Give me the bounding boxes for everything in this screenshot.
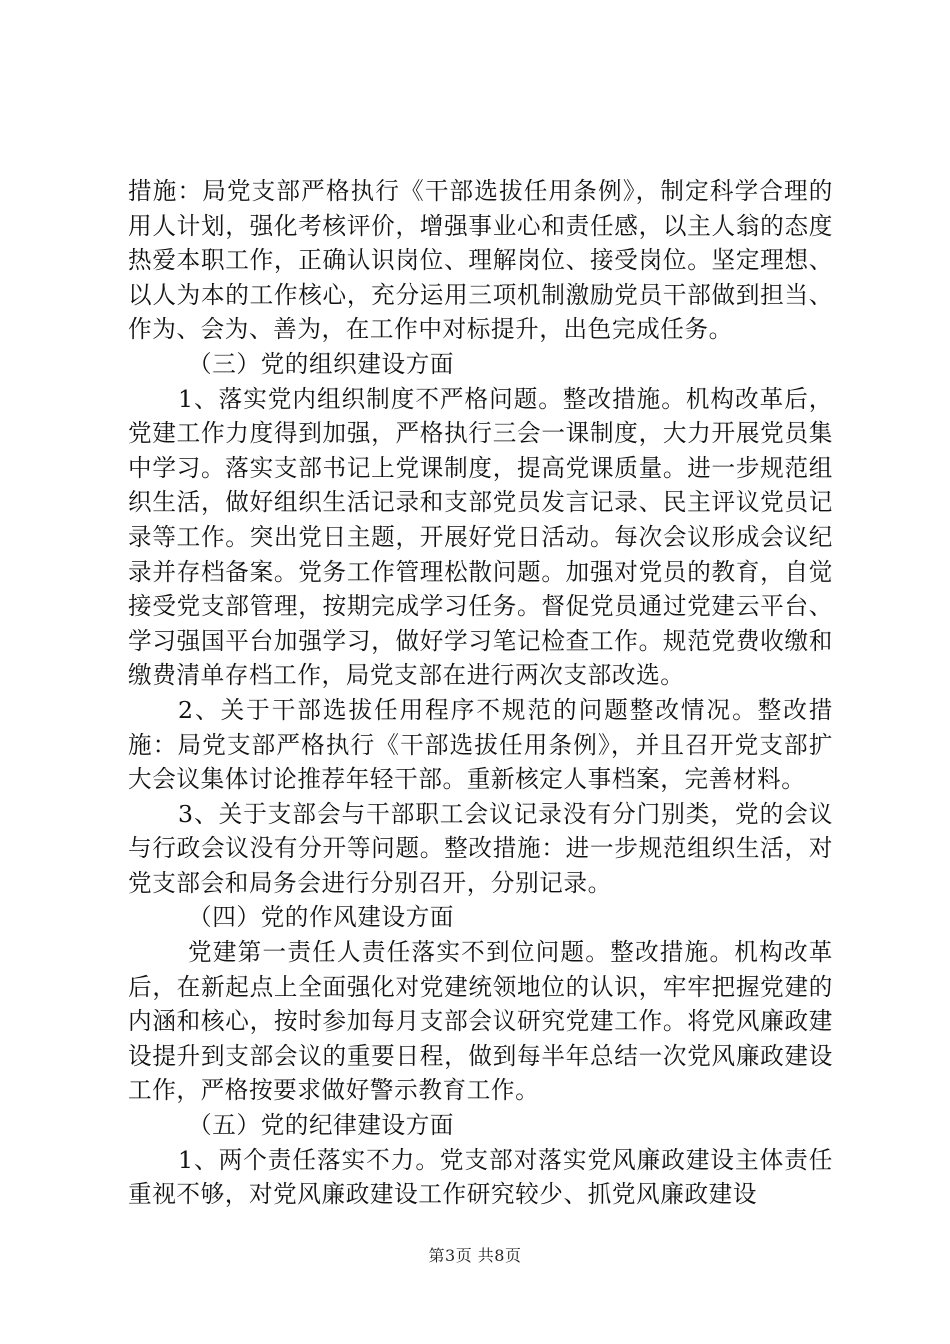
section-heading-style: （四）党的作风建设方面 xyxy=(188,903,455,932)
section-heading-organization: （三）党的组织建设方面 xyxy=(188,349,455,378)
section-heading-discipline: （五）党的纪律建设方面 xyxy=(188,1111,455,1140)
paragraph-item-2: 2、关于干部选拔任用程序不规范的问题整改情况。整改措施：局党支部严格执行《干部选拔任用条例》，并且召开党支部扩大会议集体讨论推荐年轻干部。重新核定人事档案，完善材料。 xyxy=(128,695,833,794)
page-number-footer: 第3页 共8页 xyxy=(428,1246,522,1265)
paragraph-style-responsibility: 党建第一责任人责任落实不到位问题。整改措施。机构改革后，在新起点上全面强化对党建统领地位的认识，牢牢把握党建的内涵和核心，按时参加每月支部会议研究党建工作。将党风廉政建设提升到支部会议的重要日程，做到每半年总结一次党风廉政建设工作，严格按要求做好警示教育工作。 xyxy=(128,938,833,1105)
paragraph-item-3: 3、关于支部会与干部职工会议记录没有分门别类，党的会议与行政会议没有分开等问题。整改措施：进一步规范组织生活，对党支部会和局务会进行分别召开，分别记录。 xyxy=(128,799,833,897)
paragraph-measures-continued: 措施：局党支部严格执行《干部选拔任用条例》，制定科学合理的用人计划，强化考核评价，增强事业心和责任感，以主人翁的态度热爱本职工作，正确认识岗位、理解岗位、接受岗位。坚定理想、以人为本的工作核心，充分运用三项机制激励党员干部做到担当、作为、会为、善为，在工作中对标提升，出色完成任务。 xyxy=(128,177,833,344)
document-body xyxy=(128,174,833,1212)
paragraph-item-1: 1、落实党内组织制度不严格问题。整改措施。机构改革后，党建工作力度得到加强，严格执行三会一课制度，大力开展党员集中学习。落实支部书记上党课制度，提高党课质量。进一步规范组织生活，做好组织生活记录和支部党员发言记录、民主评议党员记录等工作。突出党日主题，开展好党日活动。每次会议形成会议纪录并存档备案。党务工作管理松散问题。加强对党员的教育，自觉接受党支部管理，按期完成学习任务。督促党员通过党建云平台、学习强国平台加强学习，做好学习笔记检查工作。规范党费收缴和缴费清单存档工作，局党支部在进行两次支部改选。 xyxy=(128,384,833,690)
paragraph-discipline-item-1: 1、两个责任落实不力。党支部对落实党风廉政建设主体责任重视不够，对党风廉政建设工作研究较少、抓党风廉政建设 xyxy=(128,1145,833,1209)
